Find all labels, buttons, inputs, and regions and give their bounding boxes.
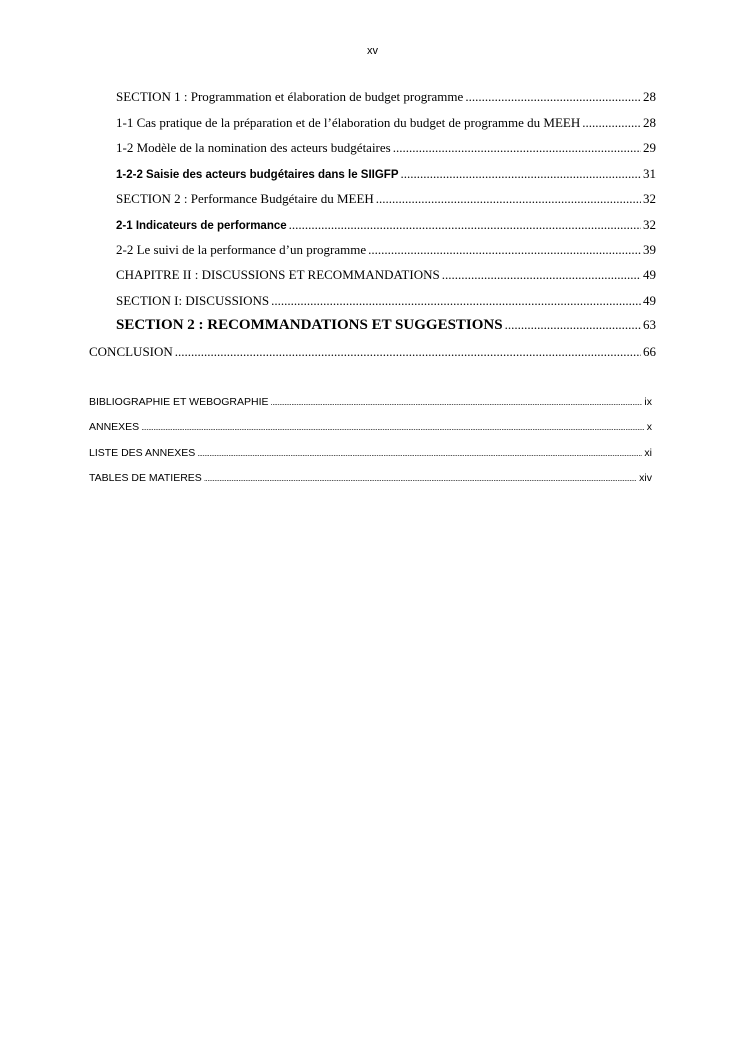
toc-leader-dots <box>401 166 641 182</box>
annex-entry-page: x <box>646 421 652 433</box>
toc-entry-title: SECTION 2 : Performance Budgétaire du MEEH <box>116 191 374 206</box>
annex-entry[interactable] <box>89 421 652 433</box>
toc-entry-page: 28 <box>643 115 656 130</box>
toc-entry[interactable] <box>116 89 656 105</box>
toc-leader-dots <box>368 242 641 258</box>
toc-entry[interactable] <box>89 344 656 360</box>
annex-entry[interactable] <box>89 396 652 408</box>
toc-entry-title: 1-1 Cas pratique de la préparation et de l’élaboration du budget de programme du MEEH <box>116 115 581 130</box>
toc-entry[interactable] <box>116 293 656 309</box>
toc-leader-dots <box>204 474 637 483</box>
toc-leader-dots <box>175 344 641 360</box>
toc-entry-page: 28 <box>643 89 656 104</box>
page-number: xv <box>367 45 378 57</box>
toc-entry-page: 49 <box>643 293 656 308</box>
toc-entry-title: SECTION I: DISCUSSIONS <box>116 293 270 308</box>
annex-entry-title: TABLES DE MATIERES <box>89 472 202 484</box>
toc-entry-page: 32 <box>643 217 656 232</box>
toc-entry[interactable] <box>116 166 656 182</box>
toc-entry-page: 31 <box>643 166 656 181</box>
toc-entry-title: 1-2-2 Saisie des acteurs budgétaires dans le SIIGFP <box>116 169 399 181</box>
toc-entry-page: 32 <box>643 191 656 206</box>
toc-entry-title: 1-2 Modèle de la nomination des acteurs budgétaires <box>116 140 391 155</box>
toc-entry[interactable] <box>116 217 656 233</box>
toc-leader-dots <box>442 267 641 283</box>
toc-entry-title: CHAPITRE II : DISCUSSIONS ET RECOMMANDATIONS <box>116 267 440 282</box>
toc-entry-title: 2-2 Le suivi de la performance d’un programme <box>116 242 367 257</box>
toc-entry-title: 2-1 Indicateurs de performance <box>116 220 287 232</box>
toc-entry[interactable] <box>116 140 656 156</box>
toc-entry-page: 63 <box>643 317 656 332</box>
toc-entry-page: 66 <box>643 344 656 359</box>
toc-entry-page: 49 <box>643 267 656 282</box>
toc-leader-dots <box>393 140 641 156</box>
annex-entry-page: xiv <box>639 472 652 484</box>
annex-entry-page: xi <box>644 447 652 459</box>
toc-leader-dots <box>465 89 641 105</box>
toc-leader-dots <box>271 398 643 407</box>
toc-entry-title: SECTION 2 : RECOMMANDATIONS ET SUGGESTIONS <box>116 317 503 333</box>
toc-entry[interactable] <box>116 317 656 334</box>
toc-entry-title: SECTION 1 : Programmation et élaboration de budget programme <box>116 89 464 104</box>
toc-leader-dots <box>197 449 642 458</box>
toc-leader-dots <box>376 191 641 207</box>
toc-leader-dots <box>141 423 645 432</box>
annex-entry-title: LISTE DES ANNEXES <box>89 447 196 459</box>
toc-entry[interactable] <box>116 191 656 207</box>
toc-entry[interactable] <box>116 267 656 283</box>
toc-leader-dots <box>505 317 641 333</box>
toc-entry[interactable] <box>116 115 656 131</box>
annex-entry[interactable] <box>89 472 652 484</box>
toc-entry-page: 29 <box>643 140 656 155</box>
annex-entry-title: ANNEXES <box>89 421 140 433</box>
annex-entry-title: BIBLIOGRAPHIE ET WEBOGRAPHIE <box>89 396 269 408</box>
toc-entry-page: 39 <box>643 242 656 257</box>
toc-entry-title: CONCLUSION <box>89 344 173 359</box>
toc-leader-dots <box>582 115 641 131</box>
annex-entry[interactable] <box>89 447 652 459</box>
toc-leader-dots <box>271 293 641 309</box>
toc-entry[interactable] <box>116 242 656 258</box>
annex-entry-page: ix <box>644 396 652 408</box>
toc-leader-dots <box>289 217 641 233</box>
